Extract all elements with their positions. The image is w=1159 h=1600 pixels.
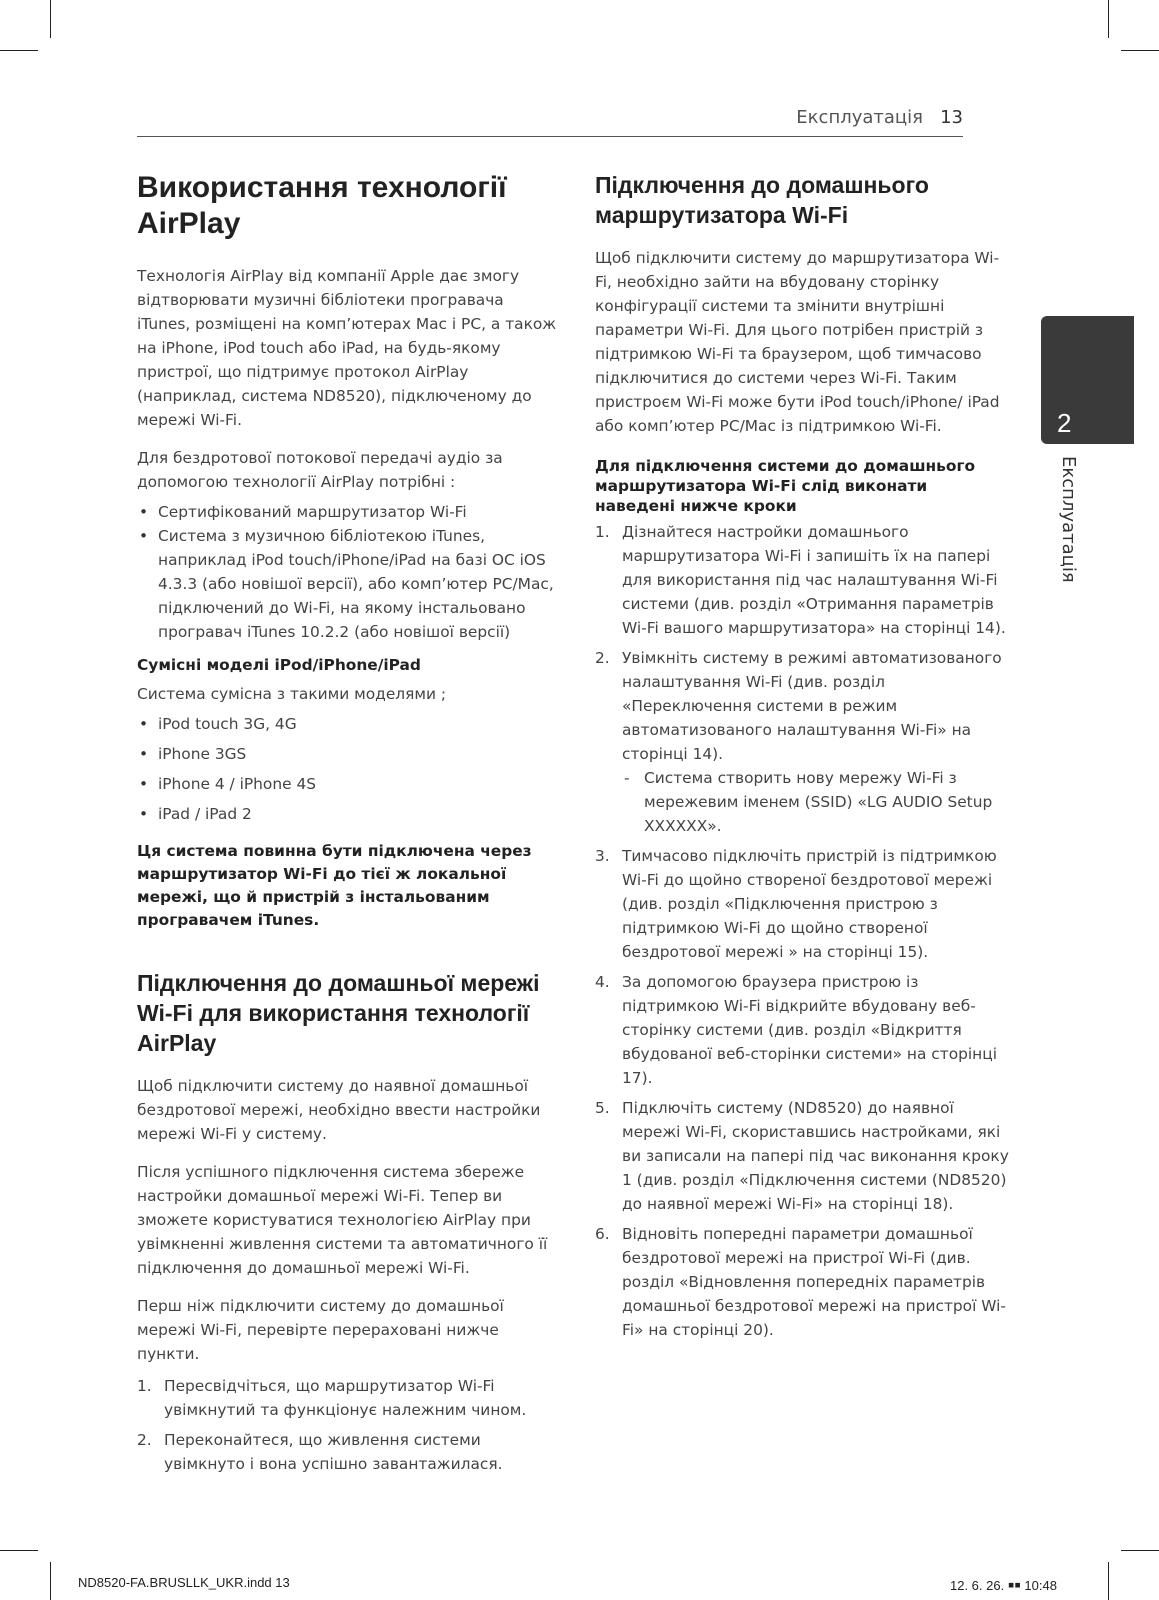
section-title-airplay: Використання технології AirPlay bbox=[137, 171, 507, 240]
requirements-list bbox=[137, 500, 557, 644]
left-column bbox=[137, 170, 557, 1482]
models-list bbox=[137, 712, 557, 826]
list-item: 1. Дізнайтеся настройки домашнього маршрутизатора Wi-Fi і запишіть їх на папері для використання під час налаштування Wi-Fi системи (див. розділ «Отримання параметрів Wi-Fi вашого маршрутизатора» на сторінці 14). bbox=[595, 523, 1006, 637]
crop-mark bbox=[0, 50, 38, 51]
list-item: 2. Переконайтеся, що живлення системи увімкнуто і вона успішно завантажилася. bbox=[137, 1431, 503, 1473]
crop-mark bbox=[50, 1562, 51, 1600]
list-item: • Система з музичною бібліотекою iTunes, наприклад iPod touch/iPhone/iPad на базі ОС iOS 4.3.3 (або новішої версії), або комп’ютер PC/Mac, підключений до Wi-Fi, на якому інстальовано програвач iTunes 10.2.2 (або новішої версії) bbox=[137, 524, 557, 644]
paragraph: Перш ніж підключити систему до домашньої мережі Wi-Fi, перевірте перераховані нижче пункти. bbox=[137, 1297, 504, 1363]
paragraph: Щоб підключити систему до наявної домашньої бездротової мережі, необхідно ввести настройки мережі Wi-Fi у систему. bbox=[137, 1077, 541, 1143]
list-item: 6. Відновіть попередні параметри домашньої бездротової мережі на пристрої Wi-Fi (див. розділ «Відновлення попередніх параметрів домашньої бездротової мережі на пристрої Wi-Fi» на сторінці 20). bbox=[595, 1225, 1006, 1339]
intro-paragraph: Технологія AirPlay від компанії Apple дає змогу відтворювати музичні бібліотеки програвача iTunes, розміщені на комп’ютерах Mac і PC, а також на iPhone, iPod touch або iPad, на будь-якому пристрої, що підтримує протокол AirPlay (наприклад, система ND8520), підключеному до мережі Wi-Fi. bbox=[137, 267, 557, 429]
list-item: 3. Тимчасово підключіть пристрій із підтримкою Wi-Fi до щойно створеної бездротової мережі (див. розділ «Підключення пристрою з підтримкою Wi-Fi до щойно створеної бездротової мережі » на сторінці 15). bbox=[595, 847, 997, 961]
chapter-tab bbox=[1041, 316, 1134, 444]
list-item: 5. Підключіть систему (ND8520) до наявної мережі Wi-Fi, скориставшись настройками, які ви записали на папері під час виконання кроку 1 (див. розділ «Підключення системи (ND8520) до наявної мережі Wi-Fi» на сторінці 18). bbox=[595, 1099, 1009, 1213]
chapter-number: 2 bbox=[1057, 408, 1072, 438]
footer-date: 12. 6. 26. ￭￭ 10:48 bbox=[950, 1578, 1057, 1593]
section-title-router: Підключення до домашнього маршрутизатора Wi-Fi bbox=[595, 172, 929, 228]
checks-list bbox=[137, 1374, 557, 1476]
note-paragraph: Ця система повинна бути підключена через маршрутизатор Wi-Fi до тієї ж локальної мережі, що й пристрій з інстальованим програвачем iTunes. bbox=[137, 842, 532, 929]
list-item: 4. За допомогою браузера пристрою із підтримкою Wi-Fi відкрийте вбудовану веб-сторінку системи (див. розділ «Відкриття вбудованої веб-сторінки системи» на сторінці 17). bbox=[595, 973, 997, 1087]
paragraph: Після успішного підключення система збереже настройки домашньої мережі Wi-Fi. Тепер ви зможете користуватися технологією AirPlay при увімкненні живлення системи та автоматичного її підключення до домашньої мережі Wi-Fi. bbox=[137, 1163, 548, 1277]
compat-title: Сумісні моделі iPod/iPhone/iPad bbox=[137, 656, 421, 674]
intro-paragraph: Щоб підключити систему до маршрутизатора Wi-Fi, необхідно зайти на вбудовану сторінку конфігурації системи та змінити внутрішні параметри Wi-Fi. Для цього потрібен пристрій з підтримкою Wi-Fi та браузером, щоб тимчасово підключитися до системи через Wi-Fi. Таким пристроєм Wi-Fi може бути iPod touch/iPhone/ iPad або комп’ютер PC/Mac із підтримкою Wi-Fi. bbox=[595, 249, 1000, 435]
chapter-label: Експлуатація bbox=[1058, 456, 1079, 583]
list-item: • iPhone 4 / iPhone 4S bbox=[137, 772, 557, 796]
list-item: • iPhone 3GS bbox=[137, 742, 557, 766]
crop-mark bbox=[50, 0, 51, 38]
dash-note: - Система створить нову мережу Wi-Fi з мережевим іменем (SSID) «LG AUDIO Setup XXXXXX». bbox=[624, 769, 993, 835]
right-column bbox=[595, 170, 1010, 1348]
list-item: • iPod touch 3G, 4G bbox=[137, 712, 557, 736]
header-section: Експлуатація bbox=[796, 107, 923, 128]
steps-title: Для підключення системи до домашнього маршрутизатора Wi-Fi слід виконати наведені нижче кроки bbox=[595, 457, 976, 515]
compat-intro: Система сумісна з такими моделями ; bbox=[137, 685, 447, 703]
crop-mark bbox=[1121, 1550, 1159, 1551]
steps-list bbox=[595, 520, 1010, 1342]
crop-mark bbox=[0, 1550, 38, 1551]
list-item: • Сертифікований маршрутизатор Wi-Fi bbox=[137, 500, 557, 524]
list-item: 2. Увімкніть систему в режимі автоматизованого налаштування Wi-Fi (див. розділ «Переключення системи в режим автоматизованого налаштування Wi-Fi» на сторінці 14). - Система створить нову мережу Wi-Fi з мережевим іменем (SSID) «LG AUDIO Setup XXXXXX». bbox=[595, 646, 1010, 838]
crop-mark bbox=[1108, 1562, 1109, 1600]
section-title-home-network: Підключення до домашньої мережі Wi-Fi для використання технології AirPlay bbox=[137, 970, 540, 1056]
running-header bbox=[137, 101, 963, 137]
needs-paragraph: Для бездротової потокової передачі аудіо за допомогою технології AirPlay потрібні : bbox=[137, 449, 503, 491]
crop-mark bbox=[1121, 50, 1159, 51]
crop-mark bbox=[1108, 0, 1109, 38]
list-item: • iPad / iPad 2 bbox=[137, 802, 557, 826]
footer-file: ND8520-FA.BRUSLLK_UKR.indd 13 bbox=[78, 1575, 290, 1590]
page-number: 13 bbox=[940, 107, 963, 128]
list-item: 1. Пересвідчіться, що маршрутизатор Wi-Fi увімкнутий та функціонує належним чином. bbox=[137, 1377, 527, 1419]
